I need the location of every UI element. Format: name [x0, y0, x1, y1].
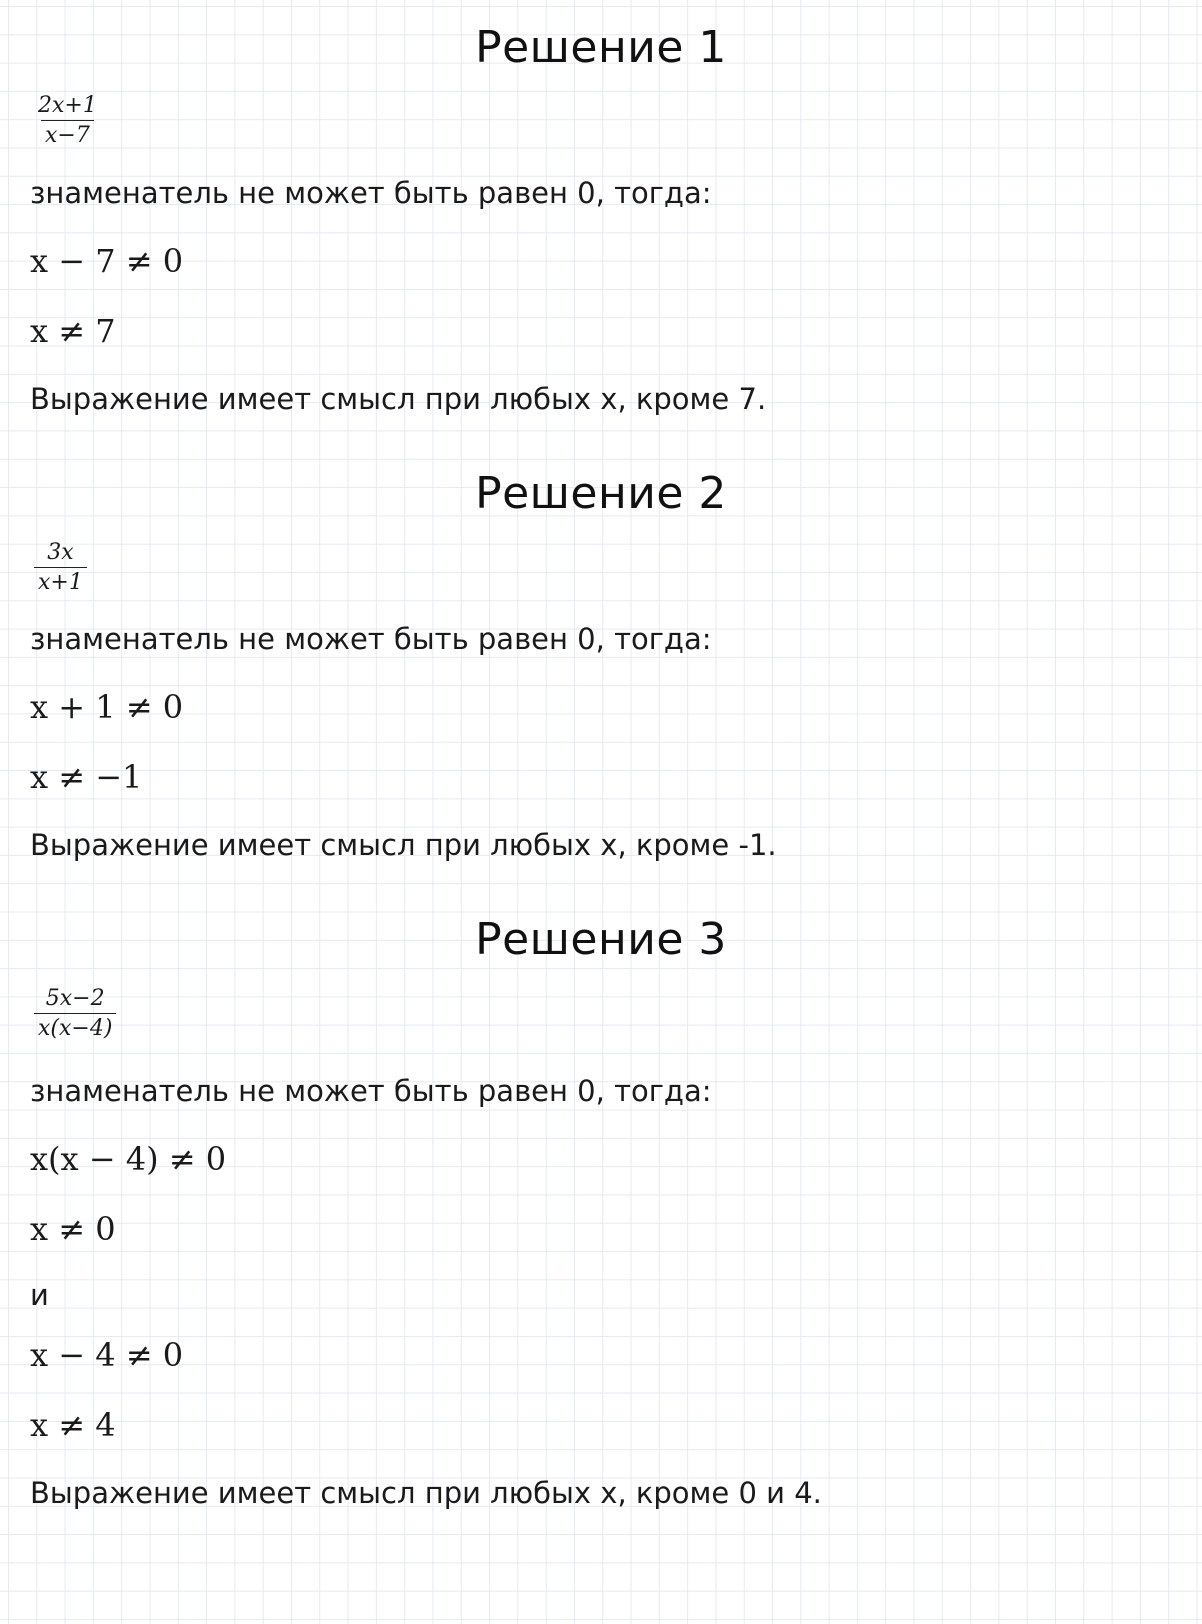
solution-title: Решение 3 — [475, 914, 727, 965]
solution-title: Решение 2 — [475, 468, 727, 519]
denominator-note: знаменатель не может быть равен 0, тогда: — [30, 176, 712, 210]
denominator-note: знаменатель не может быть равен 0, тогда: — [30, 1074, 712, 1108]
step-line: x + 1 ≠ 0 — [30, 688, 184, 726]
fraction-numerator: 2x+1 — [38, 93, 97, 118]
fraction — [34, 540, 87, 596]
fraction-numerator: 3x — [47, 540, 74, 565]
step-line: x − 7 ≠ 0 — [30, 242, 184, 280]
fraction — [34, 93, 101, 149]
conclusion: Выражение имеет смысл при любых x, кроме 0 и 4. — [30, 1476, 822, 1510]
fraction — [34, 986, 116, 1042]
solution-title: Решение 1 — [475, 22, 727, 73]
fraction-denominator: x(x−4) — [34, 1013, 116, 1042]
denominator-note: знаменатель не может быть равен 0, тогда: — [30, 622, 712, 656]
conjunction: и — [30, 1278, 49, 1312]
conclusion: Выражение имеет смысл при любых x, кроме -1. — [30, 828, 777, 862]
fraction-numerator: 5x−2 — [45, 986, 105, 1011]
step-line: x ≠ 4 — [30, 1406, 116, 1444]
step-line: x − 4 ≠ 0 — [30, 1336, 184, 1374]
fraction-denominator: x−7 — [41, 120, 94, 149]
step-line: x ≠ 7 — [30, 312, 116, 350]
step-line: x(x − 4) ≠ 0 — [30, 1140, 227, 1178]
fraction-denominator: x+1 — [34, 567, 87, 596]
step-line: x ≠ 0 — [30, 1210, 116, 1248]
conclusion: Выражение имеет смысл при любых x, кроме 7. — [30, 382, 767, 416]
step-line: x ≠ −1 — [30, 758, 143, 796]
